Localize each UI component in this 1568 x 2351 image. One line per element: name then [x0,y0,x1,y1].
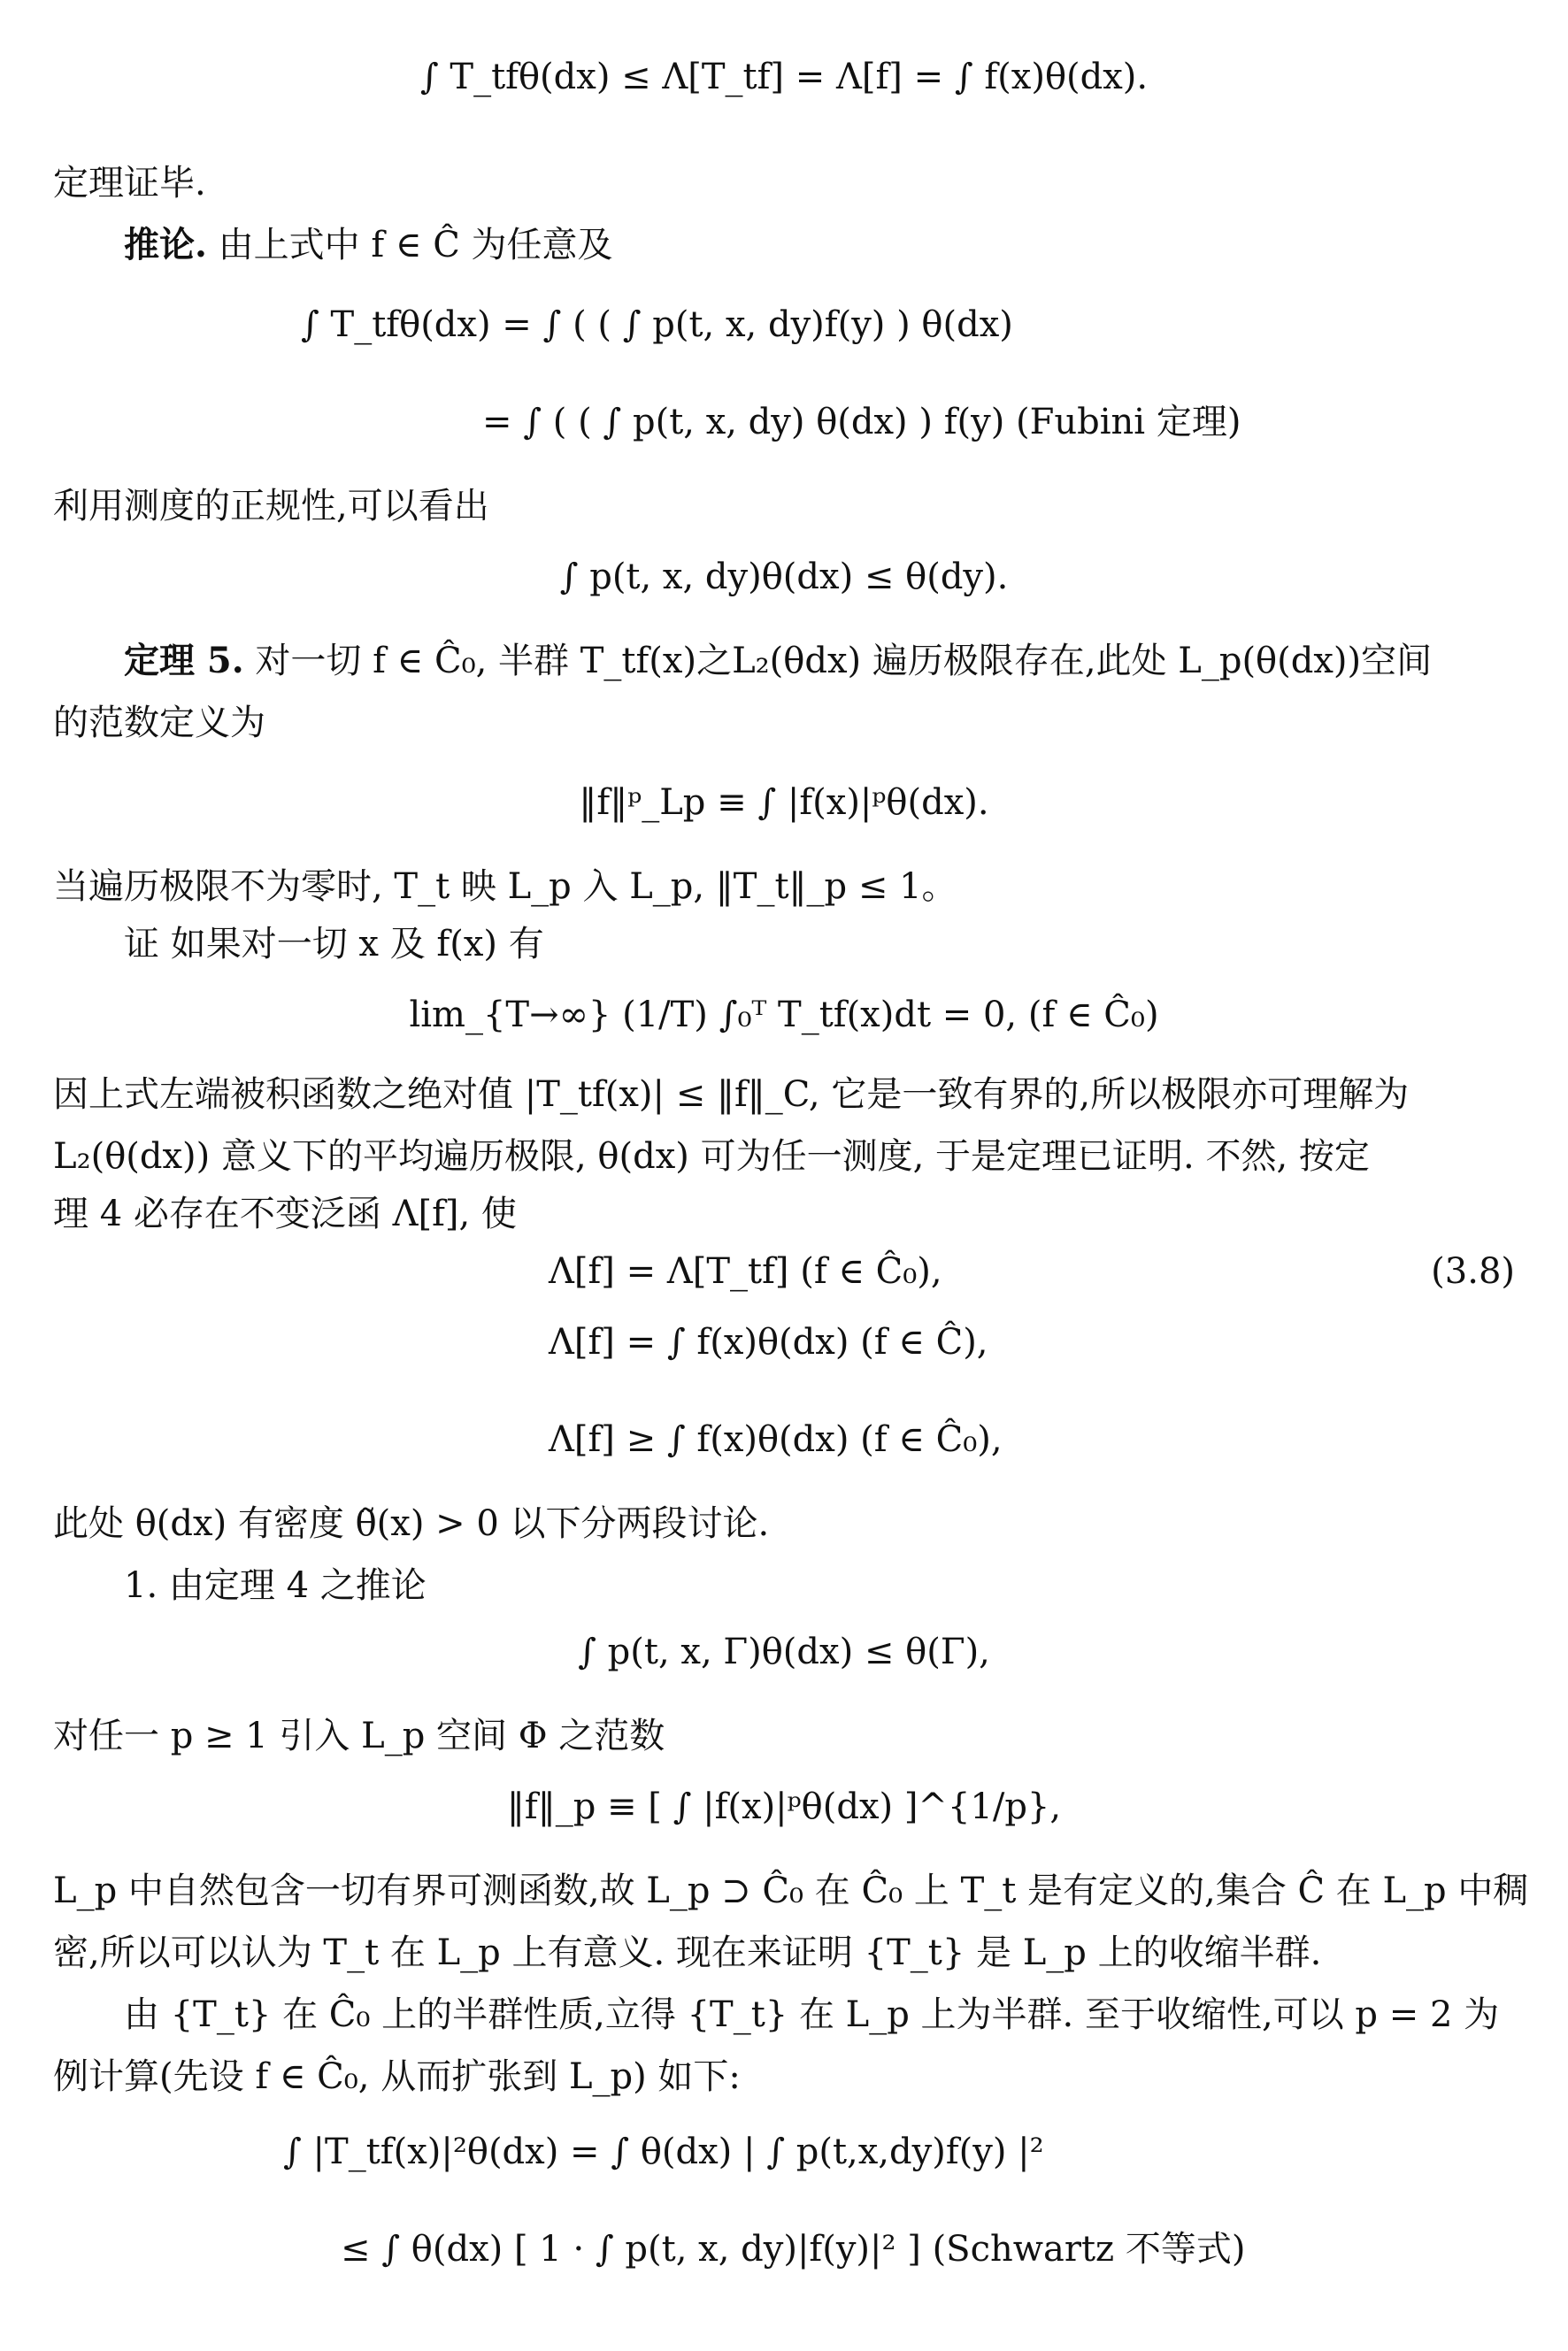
text-line: 利用测度的正规性,可以看出 [53,486,489,526]
text-line: 此处 θ(dx) 有密度 θ̃(x) > 0 以下分两段讨论. [53,1503,770,1544]
theorem-line [124,637,1515,685]
text-line: 密,所以可以认为 T_t 在 L_p 上有意义. 现在来证明 {T_t} 是 L_p 上的收缩半群. [53,1932,1322,1973]
text-line: 定理证毕. [53,163,206,204]
text-line: 理 4 必存在不变泛函 Λ[f], 使 [53,1194,517,1234]
text-line: 因上式左端被积函数之绝对值 |T_tf(x)| ≤ ‖f‖_C, 它是一致有界的,所以极限亦可理解为 [53,1074,1410,1115]
corollary-line [124,221,1515,269]
equation-line: ≤ ∫ θ(dx) [ 1 · ∫ p(t, x, dy)|f(y)|² ] (Schwartz 不等式) [341,2229,1246,2270]
text-line: 的范数定义为 [53,703,265,743]
text-line: 对任一 p ≥ 1 引入 L_p 空间 Φ 之范数 [53,1716,665,1756]
theorem-text: 对一切 f ∈ Ĉ₀, 半群 T_tf(x)之L₂(θdx) 遍历极限存在,此处 L_p(θ(dx))空间 [255,641,1433,681]
corollary-text: 由上式中 f ∈ Ĉ 为任意及 [218,225,613,265]
text-line: 例计算(先设 f ∈ Ĉ₀, 从而扩张到 L_p) 如下: [53,2056,741,2097]
theorem-heading: 定理 5. [124,640,244,681]
equation-line: Λ[f] = ∫ f(x)θ(dx) (f ∈ Ĉ), [549,1322,988,1363]
equation-line: ‖f‖_p ≡ [ ∫ |f(x)|ᵖθ(dx) ]^{1/p}, [506,1786,1062,1827]
equation-line: ∫ p(t, x, dy)θ(dx) ≤ θ(dy). [559,557,1009,597]
equation-line: ∫ T_tfθ(dx) ≤ Λ[T_tf] = Λ[f] = ∫ f(x)θ(dx). [419,57,1149,97]
equation-line: ∫ T_tfθ(dx) = ∫ ( ( ∫ p(t, x, dy)f(y) ) θ(dx) [301,304,1013,345]
equation-line: ∫ |T_tf(x)|²θ(dx) = ∫ θ(dx) | ∫ p(t,x,dy)f(y) |² [283,2132,1044,2172]
text-line: 由 {T_t} 在 Ĉ₀ 上的半群性质,立得 {T_t} 在 L_p 上为半群. 至于收缩性,可以 p = 2 为 [124,1994,1500,2035]
equation-line: ∫ p(t, x, Γ)θ(dx) ≤ θ(Γ), [578,1632,990,1672]
text-line: 1. 由定理 4 之推论 [124,1565,427,1606]
equation-line: Λ[f] = Λ[T_tf] (f ∈ Ĉ₀), [549,1251,942,1292]
equation-line: lim_{T→∞} (1/T) ∫₀ᵀ T_tf(x)dt = 0, (f ∈ Ĉ₀) [409,995,1159,1035]
text-line: L₂(θ(dx)) 意义下的平均遍历极限, θ(dx) 可为任一测度, 于是定理已证明. 不然, 按定 [53,1136,1370,1177]
equation-line: = ∫ ( ( ∫ p(t, x, dy) θ(dx) ) f(y) (Fubini 定理) [482,402,1241,442]
equation-line: ‖f‖ᵖ_Lp ≡ ∫ |f(x)|ᵖθ(dx). [579,782,989,823]
equation-number: (3.8) [1431,1251,1515,1292]
equation-line: Λ[f] ≥ ∫ f(x)θ(dx) (f ∈ Ĉ₀), [549,1419,1003,1460]
text-line: 当遍历极限不为零时, T_t 映 L_p 入 L_p, ‖T_t‖_p ≤ 1。 [53,866,957,907]
text-line: L_p 中自然包含一切有界可测函数,故 L_p ⊃ Ĉ₀ 在 Ĉ₀ 上 T_t 是有定义的,集合 Ĉ 在 L_p 中稠 [53,1871,1529,1911]
text-line: 证 如果对一切 x 及 f(x) 有 [124,924,544,964]
corollary-heading: 推论. [124,224,207,265]
